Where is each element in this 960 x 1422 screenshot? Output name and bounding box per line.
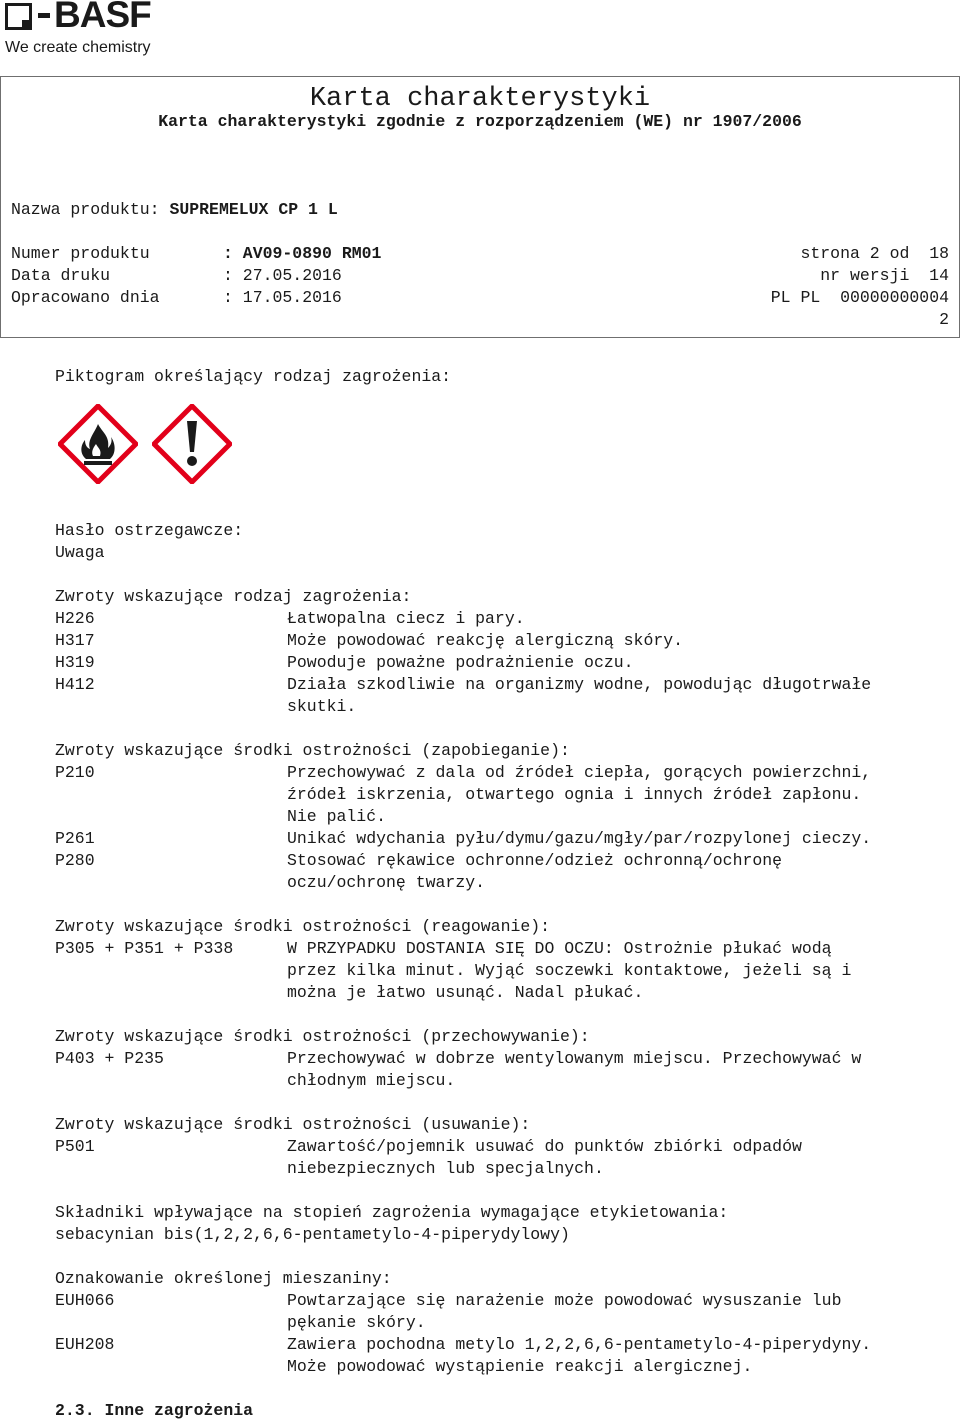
basf-logo	[4, 2, 204, 62]
response-label: Zwroty wskazujące środki ostrożności (reagowanie):	[55, 917, 551, 936]
precaution-text-continued: Nie palić.	[287, 807, 387, 826]
euh-text-continued: Może powodować wystąpienie reakcji alergicznej.	[287, 1357, 753, 1376]
euh-code: EUH208	[55, 1335, 115, 1354]
euh-text-continued: pękanie skóry.	[287, 1313, 426, 1332]
prepared-date: : 17.05.2016	[223, 288, 342, 307]
flame-icon	[58, 404, 138, 484]
precaution-text: Zawartość/pojemnik usuwać do punktów zbiórki odpadów	[287, 1137, 802, 1156]
signal-word: Uwaga	[55, 543, 105, 562]
product-name-label: Nazwa produktu:	[11, 200, 160, 219]
hazard-text: Działa szkodliwie na organizmy wodne, powodując długotrwałe	[287, 675, 872, 694]
product-name-row	[11, 199, 338, 221]
disposal-label: Zwroty wskazujące środki ostrożności (usuwanie):	[55, 1115, 531, 1134]
hazard-code: H226	[55, 609, 95, 628]
print-date: : 27.05.2016	[223, 266, 342, 285]
page-info: strona 2 od 18	[800, 244, 949, 263]
hazard-text: Łatwopalna ciecz i pary.	[287, 609, 525, 628]
document-header	[0, 76, 960, 338]
document-subtitle: Karta charakterystyki zgodnie z rozporządzeniem (WE) nr 1907/2006	[158, 112, 802, 131]
logo-dash-icon	[38, 13, 50, 18]
hazard-text-continued: skutki.	[287, 697, 357, 716]
precaution-text-continued: chłodnym miejscu.	[287, 1071, 456, 1090]
precaution-text: W PRZYPADKU DOSTANIA SIĘ DO OCZU: Ostrożnie płukać wodą	[287, 939, 832, 958]
precaution-code: P501	[55, 1137, 95, 1156]
precaution-text-continued: oczu/ochronę twarzy.	[287, 873, 486, 892]
hazard-statements-label: Zwroty wskazujące rodzaj zagrożenia:	[55, 587, 412, 606]
precaution-code: P403 + P235	[55, 1049, 164, 1068]
storage-label: Zwroty wskazujące środki ostrożności (przechowywanie):	[55, 1027, 590, 1046]
hazard-code: H319	[55, 653, 95, 672]
product-number-label: Numer produktu	[11, 244, 150, 263]
section-heading: 2.3. Inne zagrożenia	[55, 1401, 254, 1420]
print-date-label: Data druku	[11, 266, 111, 285]
euh-text: Zawiera pochodna metylo 1,2,2,6,6-pentametylo-4-piperydyny.	[287, 1335, 872, 1354]
precaution-code: P261	[55, 829, 95, 848]
pictogram-label: Piktogram określający rodzaj zagrożenia:	[55, 367, 452, 386]
precaution-text-continued: źródeł iskrzenia, otwartego ognia i innych źródeł zapłonu.	[287, 785, 862, 804]
prevention-label: Zwroty wskazujące środki ostrożności (zapobieganie):	[55, 741, 570, 760]
precaution-text: Unikać wdychania pyłu/dymu/gazu/mgły/par/rozpylonej cieczy.	[287, 829, 872, 848]
product-number: : AV09-0890 RM01	[223, 244, 382, 263]
precaution-text-continued: niebezpiecznych lub specjalnych.	[287, 1159, 604, 1178]
precaution-code: P280	[55, 851, 95, 870]
logo-wordmark: BASF	[54, 0, 151, 35]
precaution-text-continued: przez kilka minut. Wyjąć soczewki kontaktowe, jeżeli są i	[287, 961, 852, 980]
precaution-code: P305 + P351 + P338	[55, 939, 234, 958]
mixture-label: Oznakowanie określonej mieszaniny:	[55, 1269, 392, 1288]
precaution-text: Przechowywać w dobrze wentylowanym miejscu. Przechowywać w	[287, 1049, 862, 1068]
hazard-code: H412	[55, 675, 95, 694]
precaution-code: P210	[55, 763, 95, 782]
logo-tagline: We create chemistry	[5, 39, 151, 56]
components-value: sebacynian bis(1,2,2,6,6-pentametylo-4-piperydylowy)	[55, 1225, 570, 1244]
exclamation-icon	[152, 404, 232, 484]
logo-square-icon	[5, 3, 32, 30]
document-code: PL PL 00000000004	[770, 288, 949, 307]
hazard-text: Powoduje poważne podrażnienie oczu.	[287, 653, 634, 672]
product-name: SUPREMELUX CP 1 L	[169, 200, 338, 219]
document-title: Karta charakterystyki	[309, 84, 651, 114]
components-label: Składniki wpływające na stopień zagrożenia wymagające etykietowania:	[55, 1203, 729, 1222]
precaution-text: Stosować rękawice ochronne/odzież ochronną/ochronę	[287, 851, 783, 870]
precaution-text: Przechowywać z dala od źródeł ciepła, gorących powierzchni,	[287, 763, 872, 782]
hazard-code: H317	[55, 631, 95, 650]
euh-text: Powtarzające się narażenie może powodować wysuszanie lub	[287, 1291, 842, 1310]
prepared-label: Opracowano dnia	[11, 288, 160, 307]
precaution-text-continued: można je łatwo usunąć. Nadal płukać.	[287, 983, 644, 1002]
euh-code: EUH066	[55, 1291, 115, 1310]
document-code-suffix: 2	[939, 310, 949, 329]
hazard-text: Może powodować reakcję alergiczną skóry.	[287, 631, 684, 650]
version-number: nr wersji 14	[820, 266, 949, 285]
signal-word-label: Hasło ostrzegawcze:	[55, 521, 244, 540]
